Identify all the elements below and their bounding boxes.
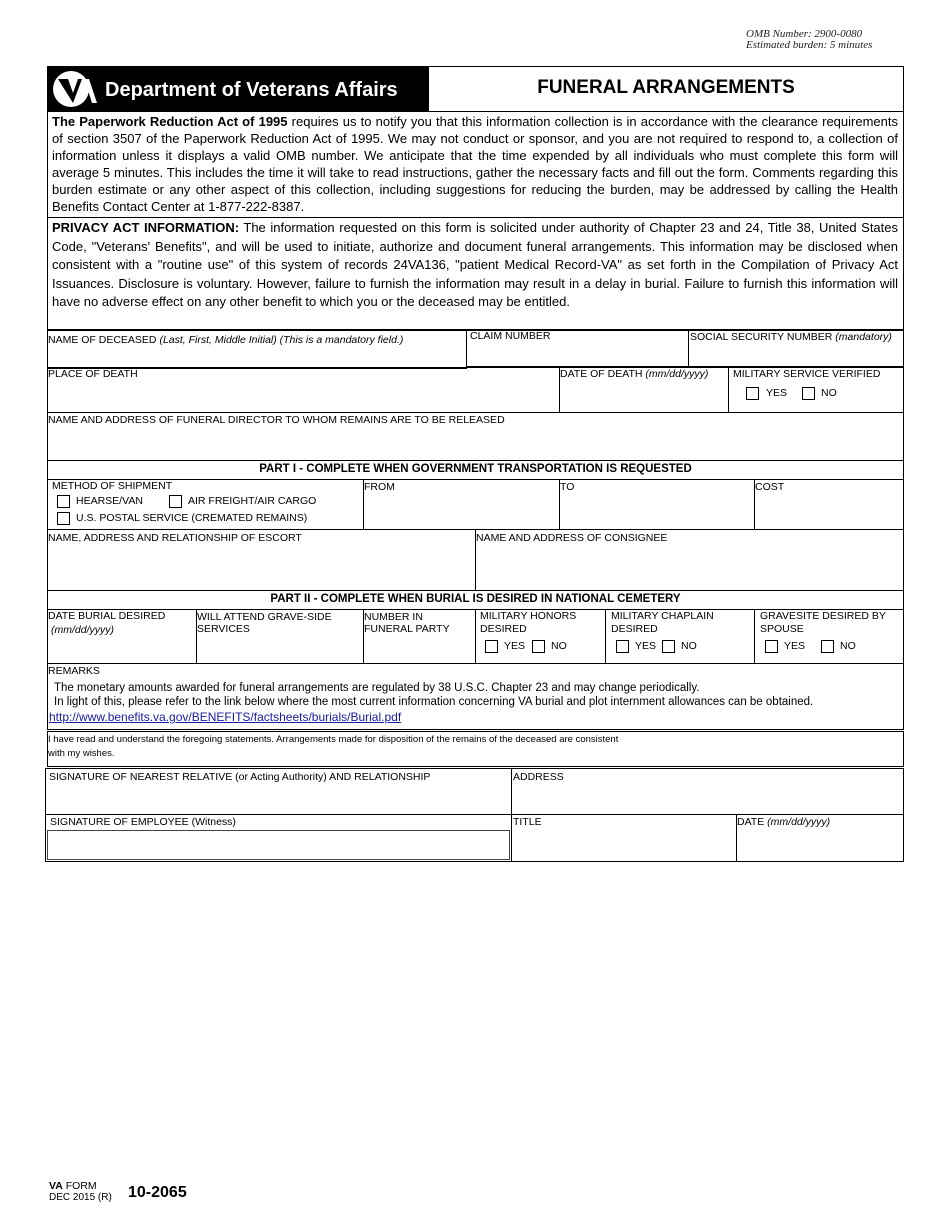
form-revision: DEC 2015 (R): [49, 1192, 112, 1203]
military-honors-yes-checkbox[interactable]: [485, 640, 498, 653]
military-honors-no-checkbox[interactable]: [532, 640, 545, 653]
signature-date-label: DATE (mm/dd/yyyy): [737, 816, 831, 828]
form-number: 10-2065: [128, 1184, 187, 1201]
consignee-label: NAME AND ADDRESS OF CONSIGNEE: [476, 532, 668, 544]
form-title-box: [429, 66, 904, 112]
hearse-van-checkbox[interactable]: [57, 495, 70, 508]
ssn-label: SOCIAL SECURITY NUMBER (mandatory): [690, 331, 892, 343]
relative-signature-label: SIGNATURE OF NEAREST RELATIVE (or Acting Authority) AND RELATIONSHIP: [49, 771, 431, 783]
statement-line-1: I have read and understand the foregoing statements. Arrangements made for disposition of the remains of the deceased are consistent: [48, 734, 619, 745]
military-chaplain-no-checkbox[interactable]: [662, 640, 675, 653]
date-burial-hint: (mm/dd/yyyy): [51, 624, 114, 636]
military-verified-yes-label: YES: [766, 387, 788, 399]
air-freight-label: AIR FREIGHT/AIR CARGO: [188, 495, 317, 507]
military-chaplain-label-1: MILITARY CHAPLAIN: [611, 610, 714, 622]
military-honors-yes-label: YES: [504, 640, 526, 652]
burial-benefits-link[interactable]: http://www.benefits.va.gov/BENEFITS/factsheets/burials/Burial.pdf: [49, 710, 402, 724]
form-title: FUNERAL ARRANGEMENTS: [537, 77, 795, 98]
gravesite-spouse-no-label: NO: [840, 640, 856, 652]
military-honors-label-1: MILITARY HONORS: [480, 610, 577, 622]
privacy-text: [52, 219, 898, 312]
postal-service-checkbox[interactable]: [57, 512, 70, 525]
military-honors-label-2: DESIRED: [480, 623, 527, 635]
privacy-lead: PRIVACY ACT INFORMATION:: [52, 220, 240, 235]
funeral-party-label-1: NUMBER IN: [364, 611, 423, 623]
paperwork-text: [52, 113, 898, 215]
military-verified-label: MILITARY SERVICE VERIFIED: [733, 368, 881, 380]
form-designation: VA FORM: [49, 1180, 97, 1192]
military-chaplain-yes-checkbox[interactable]: [616, 640, 629, 653]
funeral-director-label: NAME AND ADDRESS OF FUNERAL DIRECTOR TO WHOM REMAINS ARE TO BE RELEASED: [48, 414, 505, 426]
paperwork-lead: The Paperwork Reduction Act of 1995: [52, 114, 288, 129]
funeral-party-label-2: FUNERAL PARTY: [364, 623, 450, 635]
agency-name: Department of Veterans Affairs: [105, 79, 398, 101]
military-verified-yes-checkbox[interactable]: [746, 387, 759, 400]
paperwork-body: requires us to notify you that this information collection is in accordance with the clearance requirements of section 3507 of the Paperwork Reduction Act of 1995. We may not conduct or sponsor, and you are not required to respond to, a collection of information unless it displays a valid OMB number. We anticipate that the time expended by all individuals who must complete this form will average 5 minutes. This includes the time it will take to read instructions, gather the necessary facts and fill out the form. Comments regarding this burden estimate or any other aspect of this collection, including suggestions for reducing the burden, may be addressed by calling the Health Benefits Contact Center at 1-877-222-8387.: [52, 114, 898, 214]
military-chaplain-no-label: NO: [681, 640, 697, 652]
military-chaplain-yes-label: YES: [635, 640, 657, 652]
to-field[interactable]: [559, 479, 755, 530]
cost-label: COST: [755, 481, 785, 493]
name-of-deceased-label: NAME OF DECEASED (Last, First, Middle Initial) (This is a mandatory field.): [48, 334, 404, 346]
gravesite-spouse-yes-label: YES: [784, 640, 806, 652]
to-label: TO: [560, 481, 575, 493]
hearse-van-label: HEARSE/VAN: [76, 495, 143, 507]
air-freight-checkbox[interactable]: [169, 495, 182, 508]
employee-signature-field[interactable]: [47, 830, 510, 860]
part2-title: PART II - COMPLETE WHEN BURIAL IS DESIRED IN NATIONAL CEMETERY: [270, 593, 681, 605]
va-seal-icon: [51, 69, 99, 109]
remarks-line-1: The monetary amounts awarded for funeral arrangements are regulated by 38 U.S.C. Chapter 23 and may change periodically.: [54, 682, 700, 694]
grave-side-label-1: WILL ATTEND GRAVE-SIDE: [197, 611, 332, 623]
postal-service-label: U.S. POSTAL SERVICE (CREMATED REMAINS): [76, 512, 308, 524]
title-label: TITLE: [513, 816, 542, 828]
gravesite-spouse-no-checkbox[interactable]: [821, 640, 834, 653]
from-label: FROM: [364, 481, 395, 493]
employee-signature-label: SIGNATURE OF EMPLOYEE (Witness): [50, 816, 236, 828]
agency-header: [47, 66, 429, 112]
place-of-death-label: PLACE OF DEATH: [48, 368, 138, 380]
military-chaplain-label-2: DESIRED: [611, 623, 658, 635]
remarks-line-2: In light of this, please refer to the link below where the most current information concerning VA burial and plot internment allowances can be obtained.: [54, 696, 814, 708]
claim-number-label: CLAIM NUMBER: [470, 330, 551, 342]
gravesite-spouse-label-1: GRAVESITE DESIRED BY: [760, 610, 886, 622]
escort-label: NAME, ADDRESS AND RELATIONSHIP OF ESCORT: [48, 532, 302, 544]
gravesite-spouse-yes-checkbox[interactable]: [765, 640, 778, 653]
remarks-label: REMARKS: [48, 665, 100, 677]
omb-burden: Estimated burden: 5 minutes: [746, 39, 873, 51]
military-verified-no-checkbox[interactable]: [802, 387, 815, 400]
grave-side-label-2: SERVICES: [197, 623, 250, 635]
gravesite-spouse-label-2: SPOUSE: [760, 623, 804, 635]
military-honors-no-label: NO: [551, 640, 567, 652]
omb-number: OMB Number: 2900-0080: [746, 28, 863, 40]
statement-line-2: with my wishes.: [48, 748, 115, 759]
military-verified-no-label: NO: [821, 387, 837, 399]
date-of-death-label: DATE OF DEATH (mm/dd/yyyy): [560, 368, 709, 380]
date-burial-label: DATE BURIAL DESIRED: [48, 610, 166, 622]
address-label: ADDRESS: [513, 771, 564, 783]
method-of-shipment-label: METHOD OF SHIPMENT: [52, 480, 173, 492]
title-field[interactable]: [511, 814, 737, 862]
privacy-body: The information requested on this form is solicited under authority of Chapter 23 and 24, Title 38, United States Code, "Veterans' Benefits", and will be used to initiate, authorize and document funeral arrangements. This information may be disclosed when consistent with a "routine use" of this system of records 24VA136, "patient Medical Record-VA" as set forth in the Compilation of Privacy Act Issuances. Disclosure is voluntary. However, failure to furnish the information may result in a delay in burial. Failure to furnish this information will have no adverse effect on any other benefit to which you or the deceased may be entitled.: [52, 220, 899, 309]
address-field[interactable]: [511, 768, 904, 815]
part1-title: PART I - COMPLETE WHEN GOVERNMENT TRANSPORTATION IS REQUESTED: [259, 463, 692, 475]
